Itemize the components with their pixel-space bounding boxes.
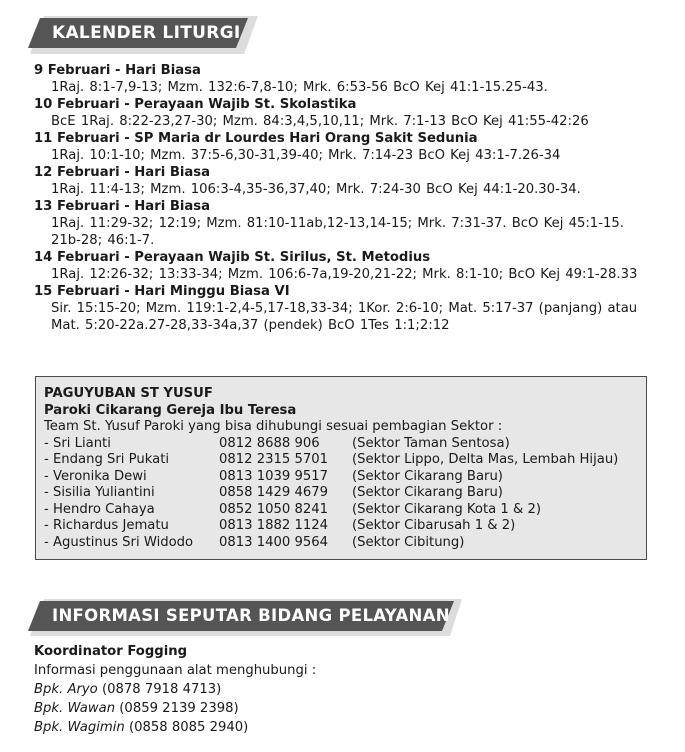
paguyuban-intro: Team St. Yusuf Paroki yang bisa dihubungi sesuai pembagian Sektor : bbox=[44, 419, 503, 434]
contact-phone: 0852 1050 8241 bbox=[219, 501, 329, 517]
fogging-contact-phone: (0878 7918 4713) bbox=[101, 682, 222, 697]
calendar-banner bbox=[22, 14, 262, 56]
contact-list bbox=[44, 436, 638, 552]
contact-sector: (Sektor Cibarusah 1 & 2) bbox=[352, 518, 516, 533]
contact-row bbox=[44, 436, 638, 453]
contact-sector: (Sektor Cibitung) bbox=[352, 534, 465, 550]
contact-phone: 0813 1039 9517 bbox=[219, 468, 329, 484]
info-section bbox=[34, 642, 316, 737]
contact-row bbox=[44, 535, 638, 552]
contact-sector: (Sektor Cikarang Baru) bbox=[352, 468, 503, 484]
contact-row bbox=[44, 502, 638, 519]
calendar-entry-readings: 1Raj. 11:4-13; Mzm. 106:3-4,35-36,37,40; Mrk. 7:24-30 BcO Kej 44:1-20.30-34. bbox=[51, 182, 581, 197]
fogging-contacts bbox=[34, 680, 316, 737]
contact-row bbox=[44, 485, 638, 502]
fogging-contact-name: Bpk. Wagimin bbox=[34, 720, 125, 735]
contact-phone: 0812 8688 906 bbox=[219, 435, 320, 451]
contact-name: - Agustinus Sri Widodo bbox=[44, 534, 194, 550]
contact-row bbox=[44, 518, 638, 535]
paguyuban-title: PAGUYUBAN ST YUSUF bbox=[44, 386, 213, 401]
fogging-contact bbox=[34, 699, 316, 718]
info-subheading: Koordinator Fogging bbox=[34, 644, 188, 659]
calendar-entry-title: 15 Februari - Hari Minggu Biasa VI bbox=[34, 284, 290, 299]
contact-sector: (Sektor Lippo, Delta Mas, Lembah Hijau) bbox=[352, 452, 619, 467]
contact-phone: 0813 1882 1124 bbox=[219, 518, 329, 533]
fogging-contact bbox=[34, 680, 316, 699]
calendar-entry-title: 14 Februari - Perayaan Wajib St. Sirilus, St. Metodius bbox=[34, 250, 431, 265]
contact-phone: 0858 1429 4679 bbox=[219, 485, 329, 500]
fogging-contact bbox=[34, 718, 316, 737]
fogging-contact-name: Bpk. Aryo bbox=[34, 682, 98, 697]
info-heading: INFORMASI SEPUTAR BIDANG PELAYANAN bbox=[52, 606, 450, 625]
calendar-entry-readings: Mat. 5:20-22a.27-28,33-34a,37 (pendek) BcO 1Tes 1:1;2:12 bbox=[51, 318, 450, 333]
contact-row bbox=[44, 452, 638, 469]
contact-name: - Endang Sri Pukati bbox=[44, 452, 170, 467]
contact-row bbox=[44, 469, 638, 486]
calendar-entry-readings: 1Raj. 8:1-7,9-13; Mzm. 132:6-7,8-10; Mrk. 6:53-56 BcO Kej 41:1-15.25-43. bbox=[51, 80, 548, 95]
calendar-entry-title: 10 Februari - Perayaan Wajib St. Skolastika bbox=[34, 97, 357, 112]
contact-name: - Veronika Dewi bbox=[44, 468, 147, 484]
info-intro: Informasi penggunaan alat menghubungi : bbox=[34, 663, 317, 678]
paguyuban-box bbox=[35, 376, 647, 560]
contact-name: - Sri Lianti bbox=[44, 435, 111, 451]
contact-name: - Sisilia Yuliantini bbox=[44, 485, 155, 500]
fogging-contact-phone: (0858 8085 2940) bbox=[128, 720, 249, 735]
contact-phone: 0812 2315 5701 bbox=[219, 452, 329, 467]
calendar-entry-readings: Sir. 15:15-20; Mzm. 119:1-2,4-5,17-18,33-34; 1Kor. 2:6-10; Mat. 5:17-37 (panjang) atau bbox=[51, 301, 638, 316]
calendar-entry-title: 12 Februari - Hari Biasa bbox=[34, 165, 211, 180]
calendar-entry-readings: 1Raj. 11:29-32; 12:19; Mzm. 81:10-11ab,12-13,14-15; Mrk. 7:31-37. BcO Kej 45:1-15. bbox=[51, 216, 624, 231]
contact-sector: (Sektor Cikarang Baru) bbox=[352, 485, 503, 500]
contact-name: - Richardus Jematu bbox=[44, 518, 169, 533]
calendar-heading: KALENDER LITURGI bbox=[52, 23, 241, 43]
calendar-entry-readings: 1Raj. 12:26-32; 13:33-34; Mzm. 106:6-7a,19-20,21-22; Mrk. 8:1-10; BcO Kej 49:1-28.33 bbox=[51, 267, 638, 282]
calendar-entry-title: 9 Februari - Hari Biasa bbox=[34, 63, 201, 78]
calendar-entry-title: 11 Februari - SP Maria dr Lourdes Hari Orang Sakit Sedunia bbox=[34, 131, 478, 146]
liturgy-calendar bbox=[34, 62, 662, 334]
contact-sector: (Sektor Taman Sentosa) bbox=[352, 435, 510, 451]
contact-phone: 0813 1400 9564 bbox=[219, 534, 329, 550]
calendar-entry-title: 13 Februari - Hari Biasa bbox=[34, 199, 211, 214]
paguyuban-subtitle: Paroki Cikarang Gereja Ibu Teresa bbox=[44, 402, 297, 418]
contact-sector: (Sektor Cikarang Kota 1 & 2) bbox=[352, 501, 541, 517]
info-banner bbox=[22, 598, 466, 638]
fogging-contact-phone: (0859 2139 2398) bbox=[119, 701, 239, 716]
calendar-entry-readings: 1Raj. 10:1-10; Mzm. 37:5-6,30-31,39-40; Mrk. 7:14-23 BcO Kej 43:1-7.26-34 bbox=[51, 148, 561, 163]
calendar-entry-readings: BcE 1Raj. 8:22-23,27-30; Mzm. 84:3,4,5,10,11; Mrk. 7:1-13 BcO Kej 41:55-42:26 bbox=[51, 114, 589, 129]
calendar-entry-readings: 21b-28; 46:1-7. bbox=[51, 233, 155, 248]
contact-name: - Hendro Cahaya bbox=[44, 501, 155, 517]
fogging-contact-name: Bpk. Wawan bbox=[34, 701, 116, 716]
